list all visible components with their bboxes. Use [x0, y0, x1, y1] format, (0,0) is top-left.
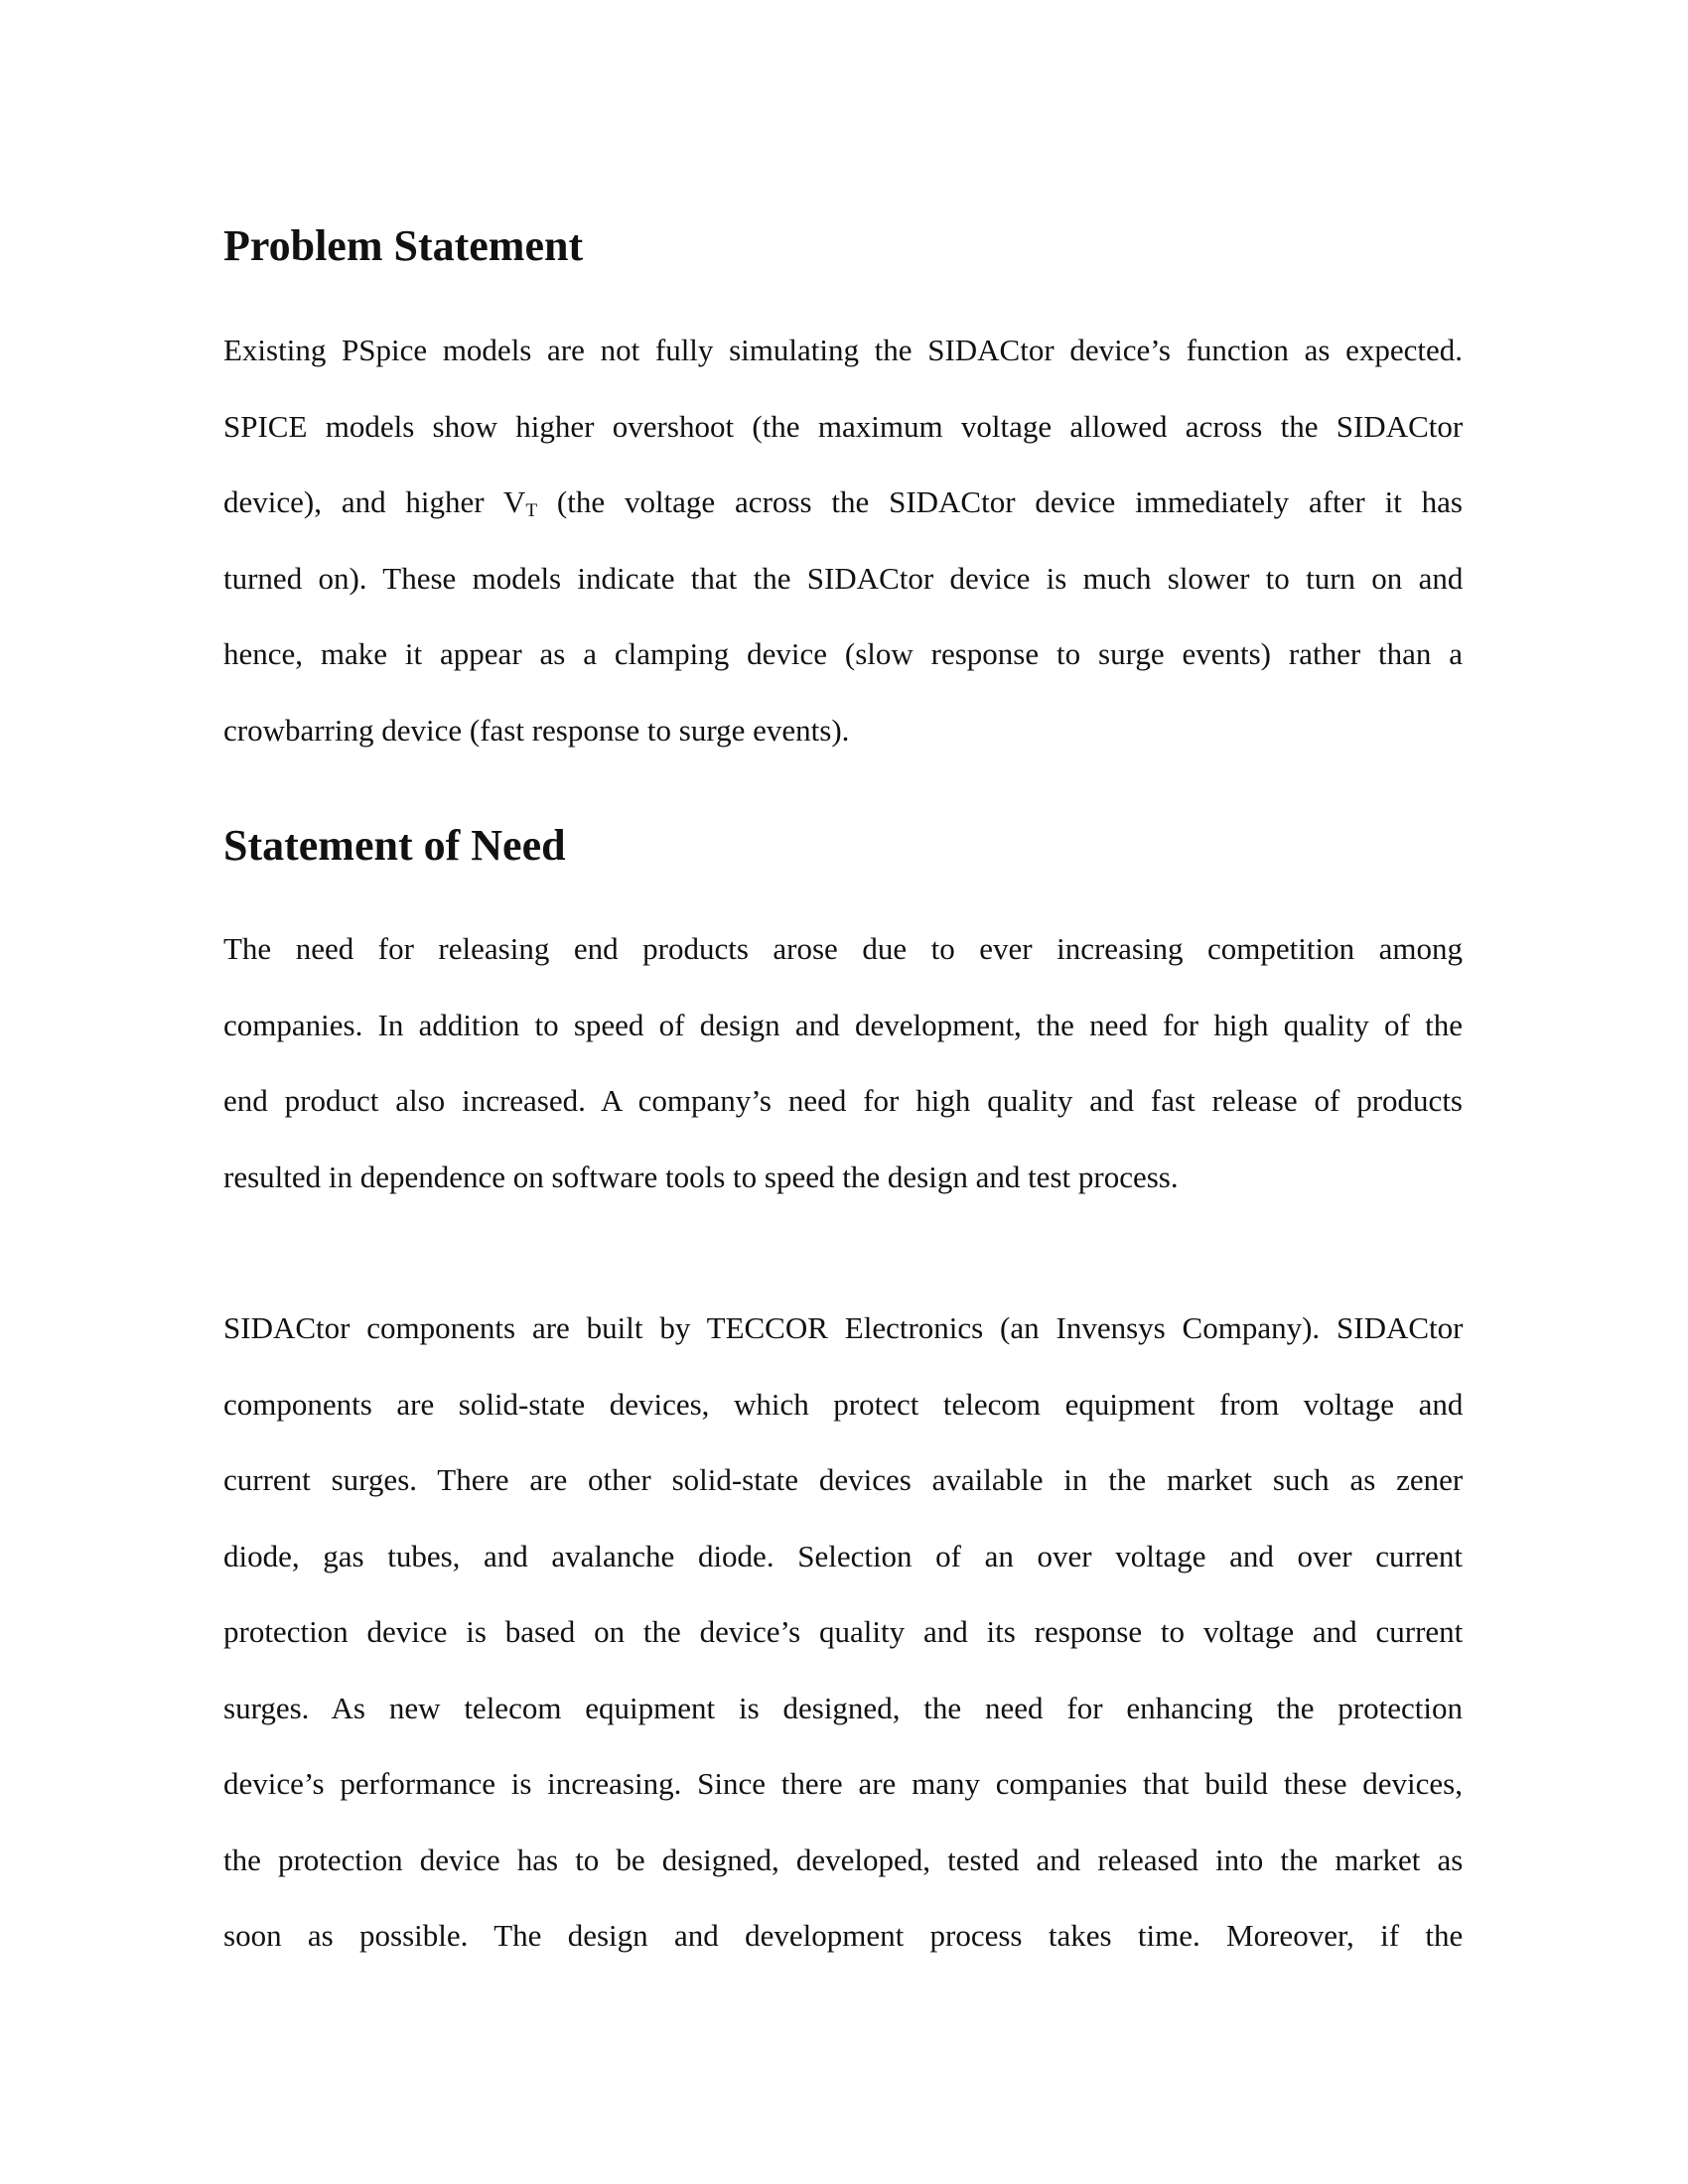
subscript-t: T — [525, 500, 538, 522]
paragraph-line: turned on). These models indicate that the SIDACtor device is much slower to turn on and — [223, 560, 1464, 596]
paragraph-problem-statement — [223, 313, 1463, 768]
paragraph-line: diode, gas tubes, and avalanche diode. Selection of an over voltage and over current — [223, 1538, 1463, 1573]
text-fragment: (the voltage across the SIDACtor device immediately after it has — [537, 484, 1463, 519]
paragraph-line: protection device is based on the device’s quality and its response to voltage and current — [223, 1614, 1464, 1649]
paragraph-line: SIDACtor components are built by TECCOR Electronics (an Invensys Company). SIDACtor — [223, 1310, 1464, 1345]
paragraph-line: surges. As new telecom equipment is designed, the need for enhancing the protection — [223, 1690, 1463, 1725]
paragraph-need-2 — [223, 1291, 1463, 1975]
paragraph-need-1 — [223, 911, 1463, 1215]
paragraph-line: the protection device has to be designed, developed, tested and released into the market as — [223, 1842, 1464, 1877]
paragraph-line: resulted in dependence on software tools to speed the design and test process. — [223, 1159, 1179, 1194]
heading-problem-statement: Problem Statement — [223, 221, 584, 270]
paragraph-line: SPICE models show higher overshoot (the maximum voltage allowed across the SIDACtor — [223, 408, 1464, 444]
paragraph-line: companies. In addition to speed of design and development, the need for high quality of the — [223, 1007, 1463, 1042]
paragraph-line: components are solid-state devices, which protect telecom equipment from voltage and — [223, 1386, 1464, 1422]
paragraph-line: crowbarring device (fast response to surge events). — [223, 712, 850, 748]
paragraph-line: hence, make it appear as a clamping device (slow response to surge events) rather than a — [223, 636, 1464, 671]
paragraph-line: soon as possible. The design and development process takes time. Moreover, if the — [223, 1918, 1464, 1953]
paragraph-line-vt — [223, 465, 1463, 541]
paragraph-line: current surges. There are other solid-state devices available in the market such as zener — [223, 1462, 1464, 1497]
paragraph-line: device’s performance is increasing. Since there are many companies that build these devices, — [223, 1766, 1463, 1801]
paragraph-line: end product also increased. A company’s need for high quality and fast release of products — [223, 1083, 1463, 1118]
heading-statement-of-need: Statement of Need — [223, 821, 566, 870]
paragraph-line: Existing PSpice models are not fully simulating the SIDACtor device’s function as expected. — [223, 333, 1463, 367]
text-fragment: device), and higher V — [223, 484, 526, 519]
paragraph-line: The need for releasing end products arose due to ever increasing competition among — [223, 931, 1463, 966]
